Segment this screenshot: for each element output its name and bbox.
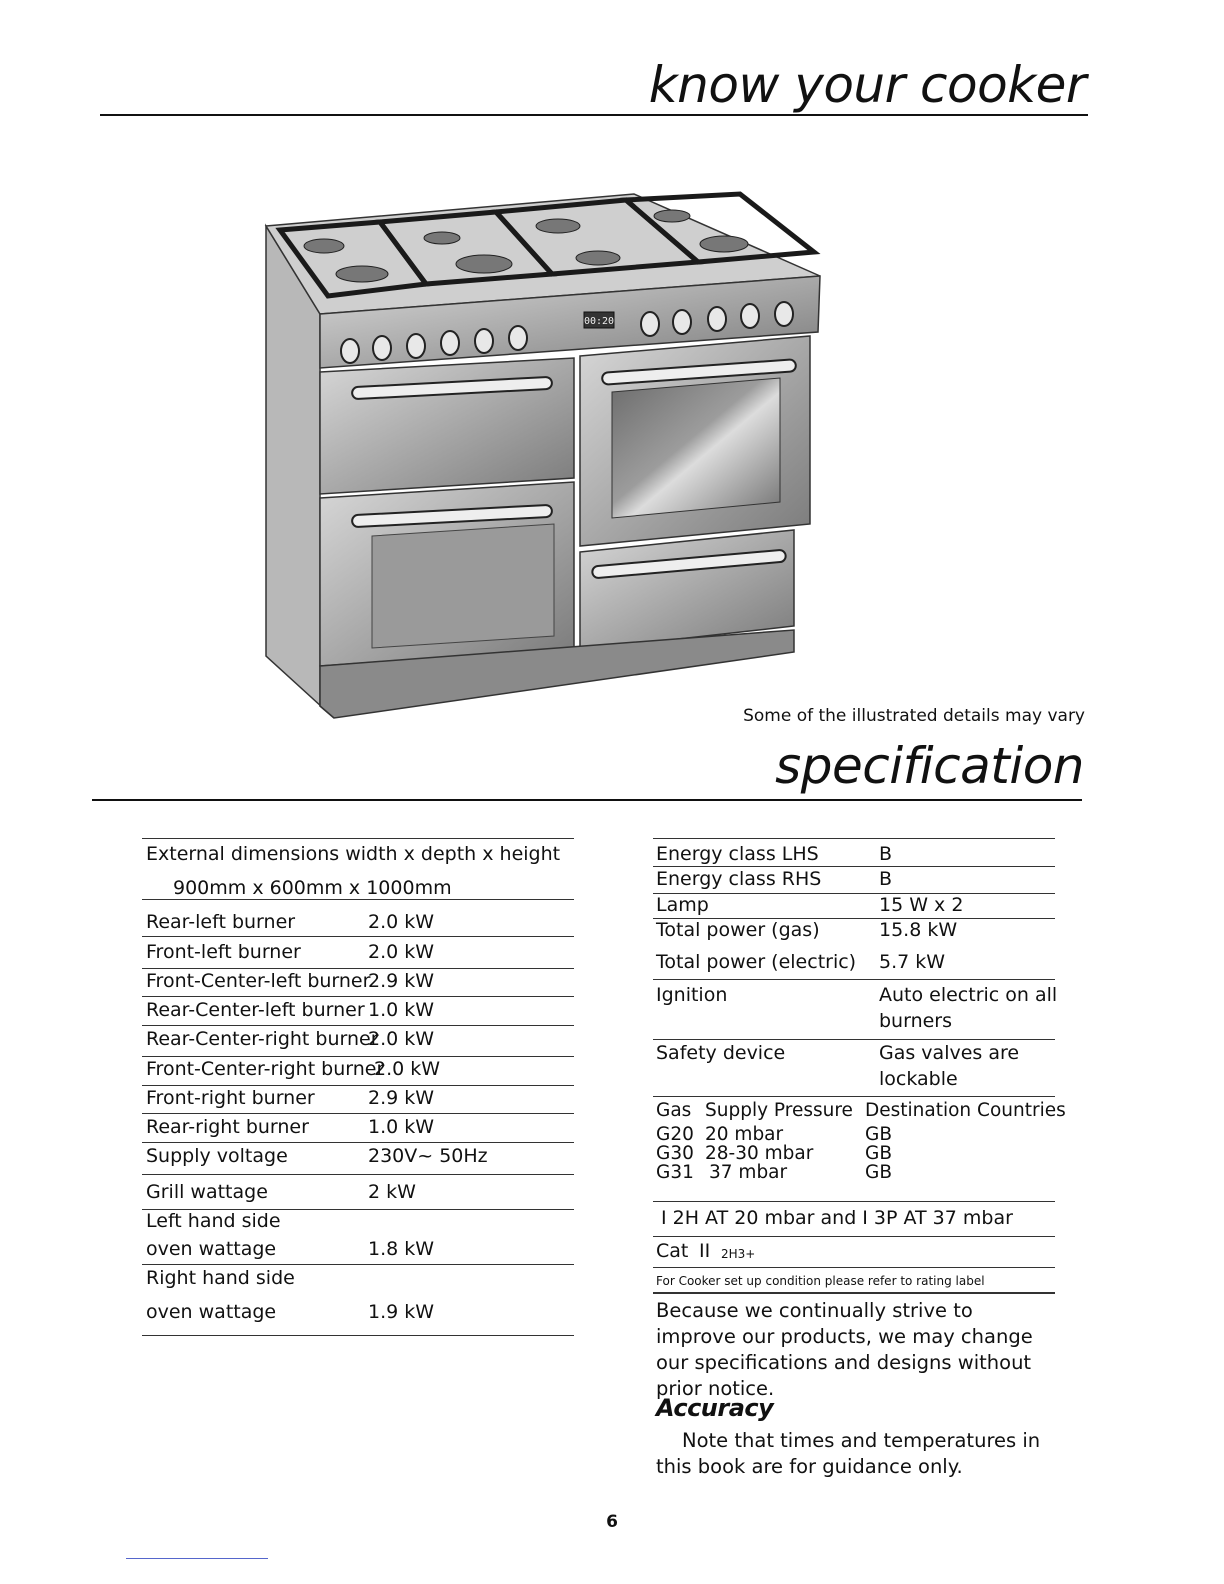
spec-row (653, 838, 1055, 866)
spec-row (142, 996, 574, 1025)
spec-label: Front-left burner (146, 941, 301, 963)
spec-value: 2.0 kW (368, 941, 435, 963)
spec-value: 1.9 kW (368, 1301, 435, 1323)
spec-row (142, 968, 574, 996)
spec-value: 1.0 kW (368, 1116, 435, 1138)
category-sub: 2H3+ (721, 1247, 756, 1261)
heading-rule (100, 114, 1088, 116)
spec-label: oven wattage (146, 1301, 277, 1323)
spec-table-left (142, 838, 574, 1336)
setup-note-bottom-rule (653, 1292, 1055, 1294)
notice-paragraph: Because we continually strive to improve our products, we may change our specifications and designs without prior notice. (656, 1299, 1033, 1400)
spec-row (142, 1142, 574, 1174)
category-roman: II (699, 1240, 711, 1262)
spec-label: Energy class LHS (656, 843, 819, 865)
spec-value: 230V~ 50Hz (368, 1145, 488, 1167)
spec-label: Energy class RHS (656, 868, 822, 890)
gas-code: G30 (656, 1143, 694, 1164)
gas-supply-table (653, 1096, 1066, 1201)
spec-label: Front-Center-right burner (146, 1058, 385, 1080)
spec-value: 5.7 kW (879, 951, 946, 973)
illustration-caption: Some of the illustrated details may vary (743, 706, 1085, 726)
spec-row-rhs-oven (142, 1264, 574, 1336)
spec-row-safety (653, 1039, 1055, 1096)
page-heading-know-your-cooker: know your cooker (648, 56, 1086, 114)
setup-note-top-rule (653, 1267, 1055, 1268)
spec-label: Left hand side (146, 1210, 281, 1232)
spec-label: Front-Center-left burner (146, 970, 371, 992)
gas-header: Gas (656, 1100, 692, 1121)
spec-value: Gas valves are (879, 1042, 1020, 1064)
spec-value: Auto electric on all (879, 984, 1058, 1006)
spec-row (142, 1025, 574, 1056)
spec-row-dimensions (142, 838, 574, 899)
spec-row (142, 899, 574, 936)
spec-row (653, 893, 1055, 918)
spec-value: 2.9 kW (368, 970, 435, 992)
section-rule (92, 799, 1082, 801)
category-row (653, 1236, 1055, 1267)
spec-label: Rear-right burner (146, 1116, 309, 1138)
spec-label: Ignition (656, 984, 728, 1006)
spec-value: burners (879, 1010, 953, 1032)
spec-value: B (879, 868, 893, 890)
accuracy-heading: Accuracy (656, 1394, 774, 1422)
spec-label: Rear-left burner (146, 911, 296, 933)
spec-row (142, 1113, 574, 1142)
spec-row (142, 1085, 574, 1113)
spec-label: Grill wattage (146, 1181, 268, 1203)
spec-label: Rear-Center-left burner (146, 999, 365, 1021)
gas-pressure: 20 mbar (705, 1124, 784, 1145)
spec-row-ignition (653, 979, 1058, 1039)
spec-label: Safety device (656, 1042, 786, 1064)
spec-label: Total power (gas) (656, 919, 820, 941)
spec-row-lhs-oven (142, 1209, 574, 1264)
spec-table-right (653, 838, 1066, 1268)
gas-destination: GB (865, 1124, 893, 1145)
range-cooker-illustration (262, 186, 832, 722)
spec-value: 1.0 kW (368, 999, 435, 1021)
category-label: Cat (656, 1240, 689, 1262)
spec-row (142, 936, 574, 968)
clock-display: 00:20 (583, 316, 615, 327)
destination-header: Destination Countries (865, 1100, 1066, 1121)
spec-value: 2.0 kW (368, 911, 435, 933)
spec-value: 2.0 kW (368, 1028, 435, 1050)
spec-value: 900mm x 600mm x 1000mm (173, 877, 452, 899)
spec-row (142, 1174, 574, 1209)
spec-value: 2 kW (368, 1181, 416, 1203)
pressure-header: Supply Pressure (705, 1100, 853, 1121)
category-text: I 2H AT 20 mbar and I 3P AT 37 mbar (661, 1207, 1013, 1229)
spec-label: Total power (electric) (656, 951, 857, 973)
spec-row (142, 1056, 574, 1085)
spec-row-total-power (653, 918, 1055, 979)
spec-row (653, 866, 1055, 893)
gas-code: G20 (656, 1124, 694, 1145)
spec-value: lockable (879, 1068, 958, 1090)
spec-value: 2.9 kW (368, 1087, 435, 1109)
spec-value: 1.8 kW (368, 1238, 435, 1260)
accuracy-paragraph: Note that times and temperatures in this book are for guidance only. (656, 1429, 1041, 1478)
category-line (653, 1201, 1055, 1236)
spec-label: Supply voltage (146, 1145, 288, 1167)
spec-label: External dimensions width x depth x height (146, 843, 561, 865)
spec-label: Rear-Center-right burner (146, 1028, 379, 1050)
gas-destination: GB (865, 1143, 893, 1164)
spec-label: oven wattage (146, 1238, 277, 1260)
spec-value: 2.0 kW (374, 1058, 441, 1080)
footer-rule (126, 1558, 268, 1559)
section-heading-specification: specification (775, 737, 1084, 795)
gas-pressure: 37 mbar (709, 1162, 788, 1183)
page-number: 6 (606, 1512, 618, 1532)
gas-destination: GB (865, 1162, 893, 1183)
spec-value: B (879, 843, 893, 865)
spec-label: Lamp (656, 894, 709, 916)
gas-code: G31 (656, 1162, 694, 1183)
gas-pressure: 28-30 mbar (705, 1143, 814, 1164)
setup-note: For Cooker set up condition please refer to rating label (656, 1274, 985, 1288)
spec-label: Right hand side (146, 1267, 295, 1289)
spec-value: 15 W x 2 (879, 894, 964, 916)
spec-label: Front-right burner (146, 1087, 315, 1109)
spec-value: 15.8 kW (879, 919, 958, 941)
